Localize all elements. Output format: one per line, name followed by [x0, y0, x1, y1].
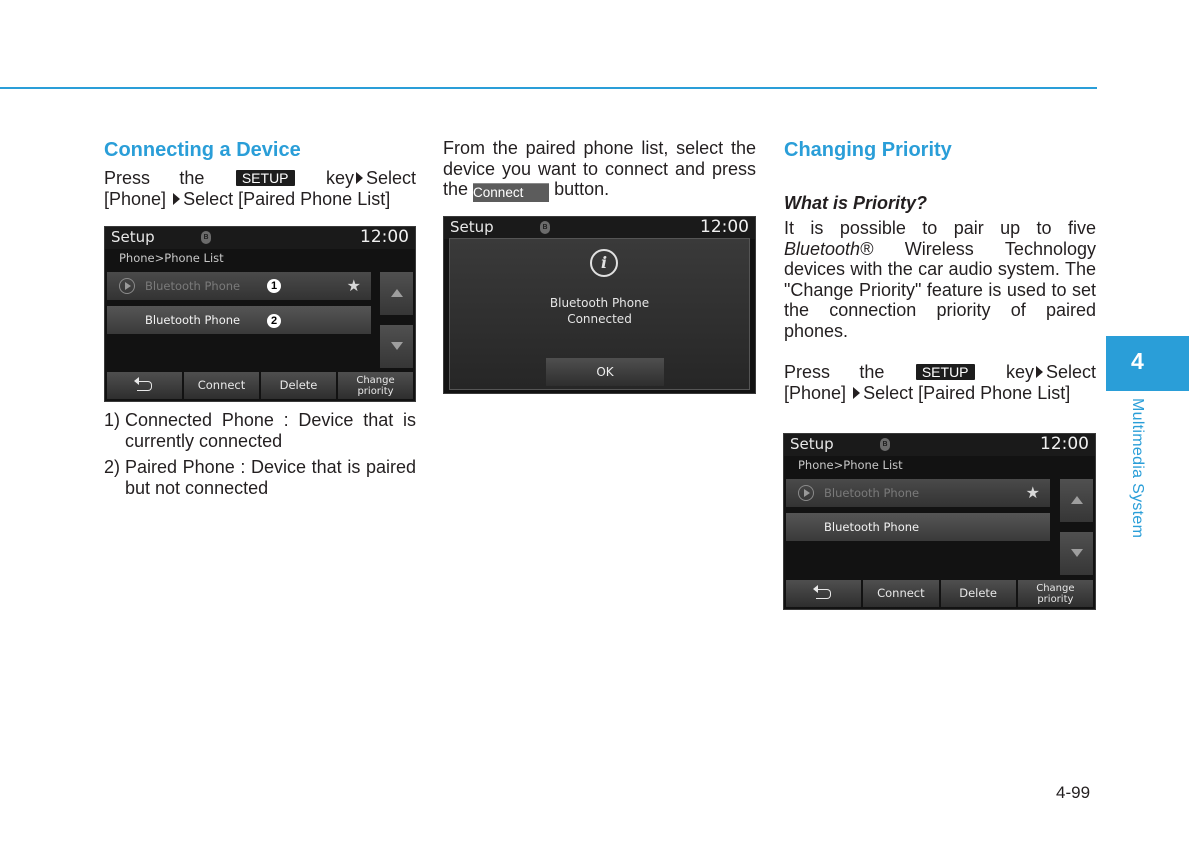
list-item[interactable]: Bluetooth Phone ★: [786, 479, 1050, 507]
scroll-down-button[interactable]: [1060, 532, 1093, 575]
dialog-message: Bluetooth Phone Connected: [549, 296, 650, 326]
play-icon: [119, 278, 135, 294]
list-item[interactable]: Bluetooth Phone: [786, 513, 1050, 541]
column-changing-priority: [784, 138, 1096, 403]
connect-paragraph: From the paired phone list, select the device you want to connect and press the Connect button.: [443, 138, 756, 200]
page-number: 4-99: [1056, 783, 1091, 802]
bluetooth-icon: ʙ: [540, 221, 550, 234]
chapter-label: Multimedia System: [1129, 398, 1146, 539]
bluetooth-icon: ʙ: [201, 231, 211, 244]
arrow-icon: [853, 387, 860, 399]
play-icon: [798, 485, 814, 501]
notes-block: [104, 410, 416, 498]
delete-button[interactable]: Delete: [941, 580, 1016, 607]
heading-connecting-device: Connecting a Device: [104, 139, 301, 161]
back-arrow-icon: [137, 381, 152, 391]
ok-button[interactable]: OK: [546, 358, 664, 386]
arrow-icon: [173, 193, 180, 205]
status-bar: [784, 434, 1095, 456]
marker-2: 2: [267, 314, 281, 328]
clock: 12:00: [360, 227, 409, 247]
breadcrumb: Phone>Phone List: [119, 251, 224, 265]
subheading-what-is-priority: What is Priority?: [784, 193, 928, 213]
instruction-line-1: Press the SETUP key Select: [104, 168, 416, 188]
scroll-up-button[interactable]: [1060, 479, 1093, 522]
spacer: [784, 168, 1096, 192]
instruction-paragraph: Press the SETUP key Select [Phone] Select [Paired Phone List]: [104, 168, 416, 209]
notes-list: [104, 410, 416, 498]
back-button[interactable]: [786, 580, 861, 607]
heading-changing-priority: Changing Priority: [784, 139, 952, 161]
setup-key: SETUP: [916, 364, 975, 380]
bluetooth-icon: ʙ: [880, 438, 890, 451]
connect-button[interactable]: Connect: [184, 372, 259, 399]
scroll-up-button[interactable]: [380, 272, 413, 315]
popup-dialog: [449, 238, 750, 390]
screen-title: Setup: [790, 435, 834, 453]
phone-list-screen-2: [783, 433, 1096, 610]
setup-key: SETUP: [236, 170, 295, 186]
spacer: [784, 341, 1096, 362]
chapter-tab: 4: [1106, 336, 1189, 391]
marker-1: 1: [267, 279, 281, 293]
button-bar: [107, 372, 413, 399]
instruction-paragraph: Press the SETUP key Select [Phone] Select [Paired Phone List]: [784, 362, 1096, 403]
connected-dialog-screen: [443, 216, 756, 394]
list-item[interactable]: Bluetooth Phone 2: [107, 306, 371, 334]
clock: 12:00: [1040, 434, 1089, 454]
arrow-icon: [356, 172, 363, 184]
column-connect-instructions: [443, 138, 756, 202]
star-icon: ★: [1025, 483, 1040, 502]
status-bar: [105, 227, 415, 249]
star-icon: ★: [346, 276, 361, 295]
screen-title: Setup: [111, 228, 155, 246]
screen-title: Setup: [450, 218, 494, 236]
header-rule: [0, 87, 1097, 89]
back-button[interactable]: [107, 372, 182, 399]
priority-paragraph: It is possible to pair up to five Bluetooth® Wireless Technology devices with the car audio system. The "Change Priority" feature is used to set the connection priority of paired phones.: [784, 218, 1096, 341]
breadcrumb: Phone>Phone List: [798, 458, 903, 472]
phone-list-screen: [104, 226, 416, 402]
delete-button[interactable]: Delete: [261, 372, 336, 399]
scroll-down-button[interactable]: [380, 325, 413, 368]
list-item[interactable]: Bluetooth Phone 1 ★: [107, 272, 371, 300]
connect-key: Connect: [473, 183, 549, 202]
list-item: 2) Paired Phone : Device that is paired but not connected: [104, 457, 416, 498]
button-bar: [786, 580, 1093, 607]
change-priority-button[interactable]: Change priority: [1018, 580, 1093, 607]
arrow-icon: [1036, 366, 1043, 378]
list-item: 1) Connected Phone : Device that is currently connected: [104, 410, 416, 451]
instruction-line-1: Press the SETUP key Select: [784, 362, 1096, 382]
info-icon: i: [590, 249, 618, 277]
back-arrow-icon: [816, 589, 831, 599]
status-bar: [444, 217, 755, 239]
clock: 12:00: [700, 217, 749, 237]
change-priority-button[interactable]: Change priority: [338, 372, 413, 399]
connect-button[interactable]: Connect: [863, 580, 938, 607]
column-connecting-device: [104, 138, 416, 209]
